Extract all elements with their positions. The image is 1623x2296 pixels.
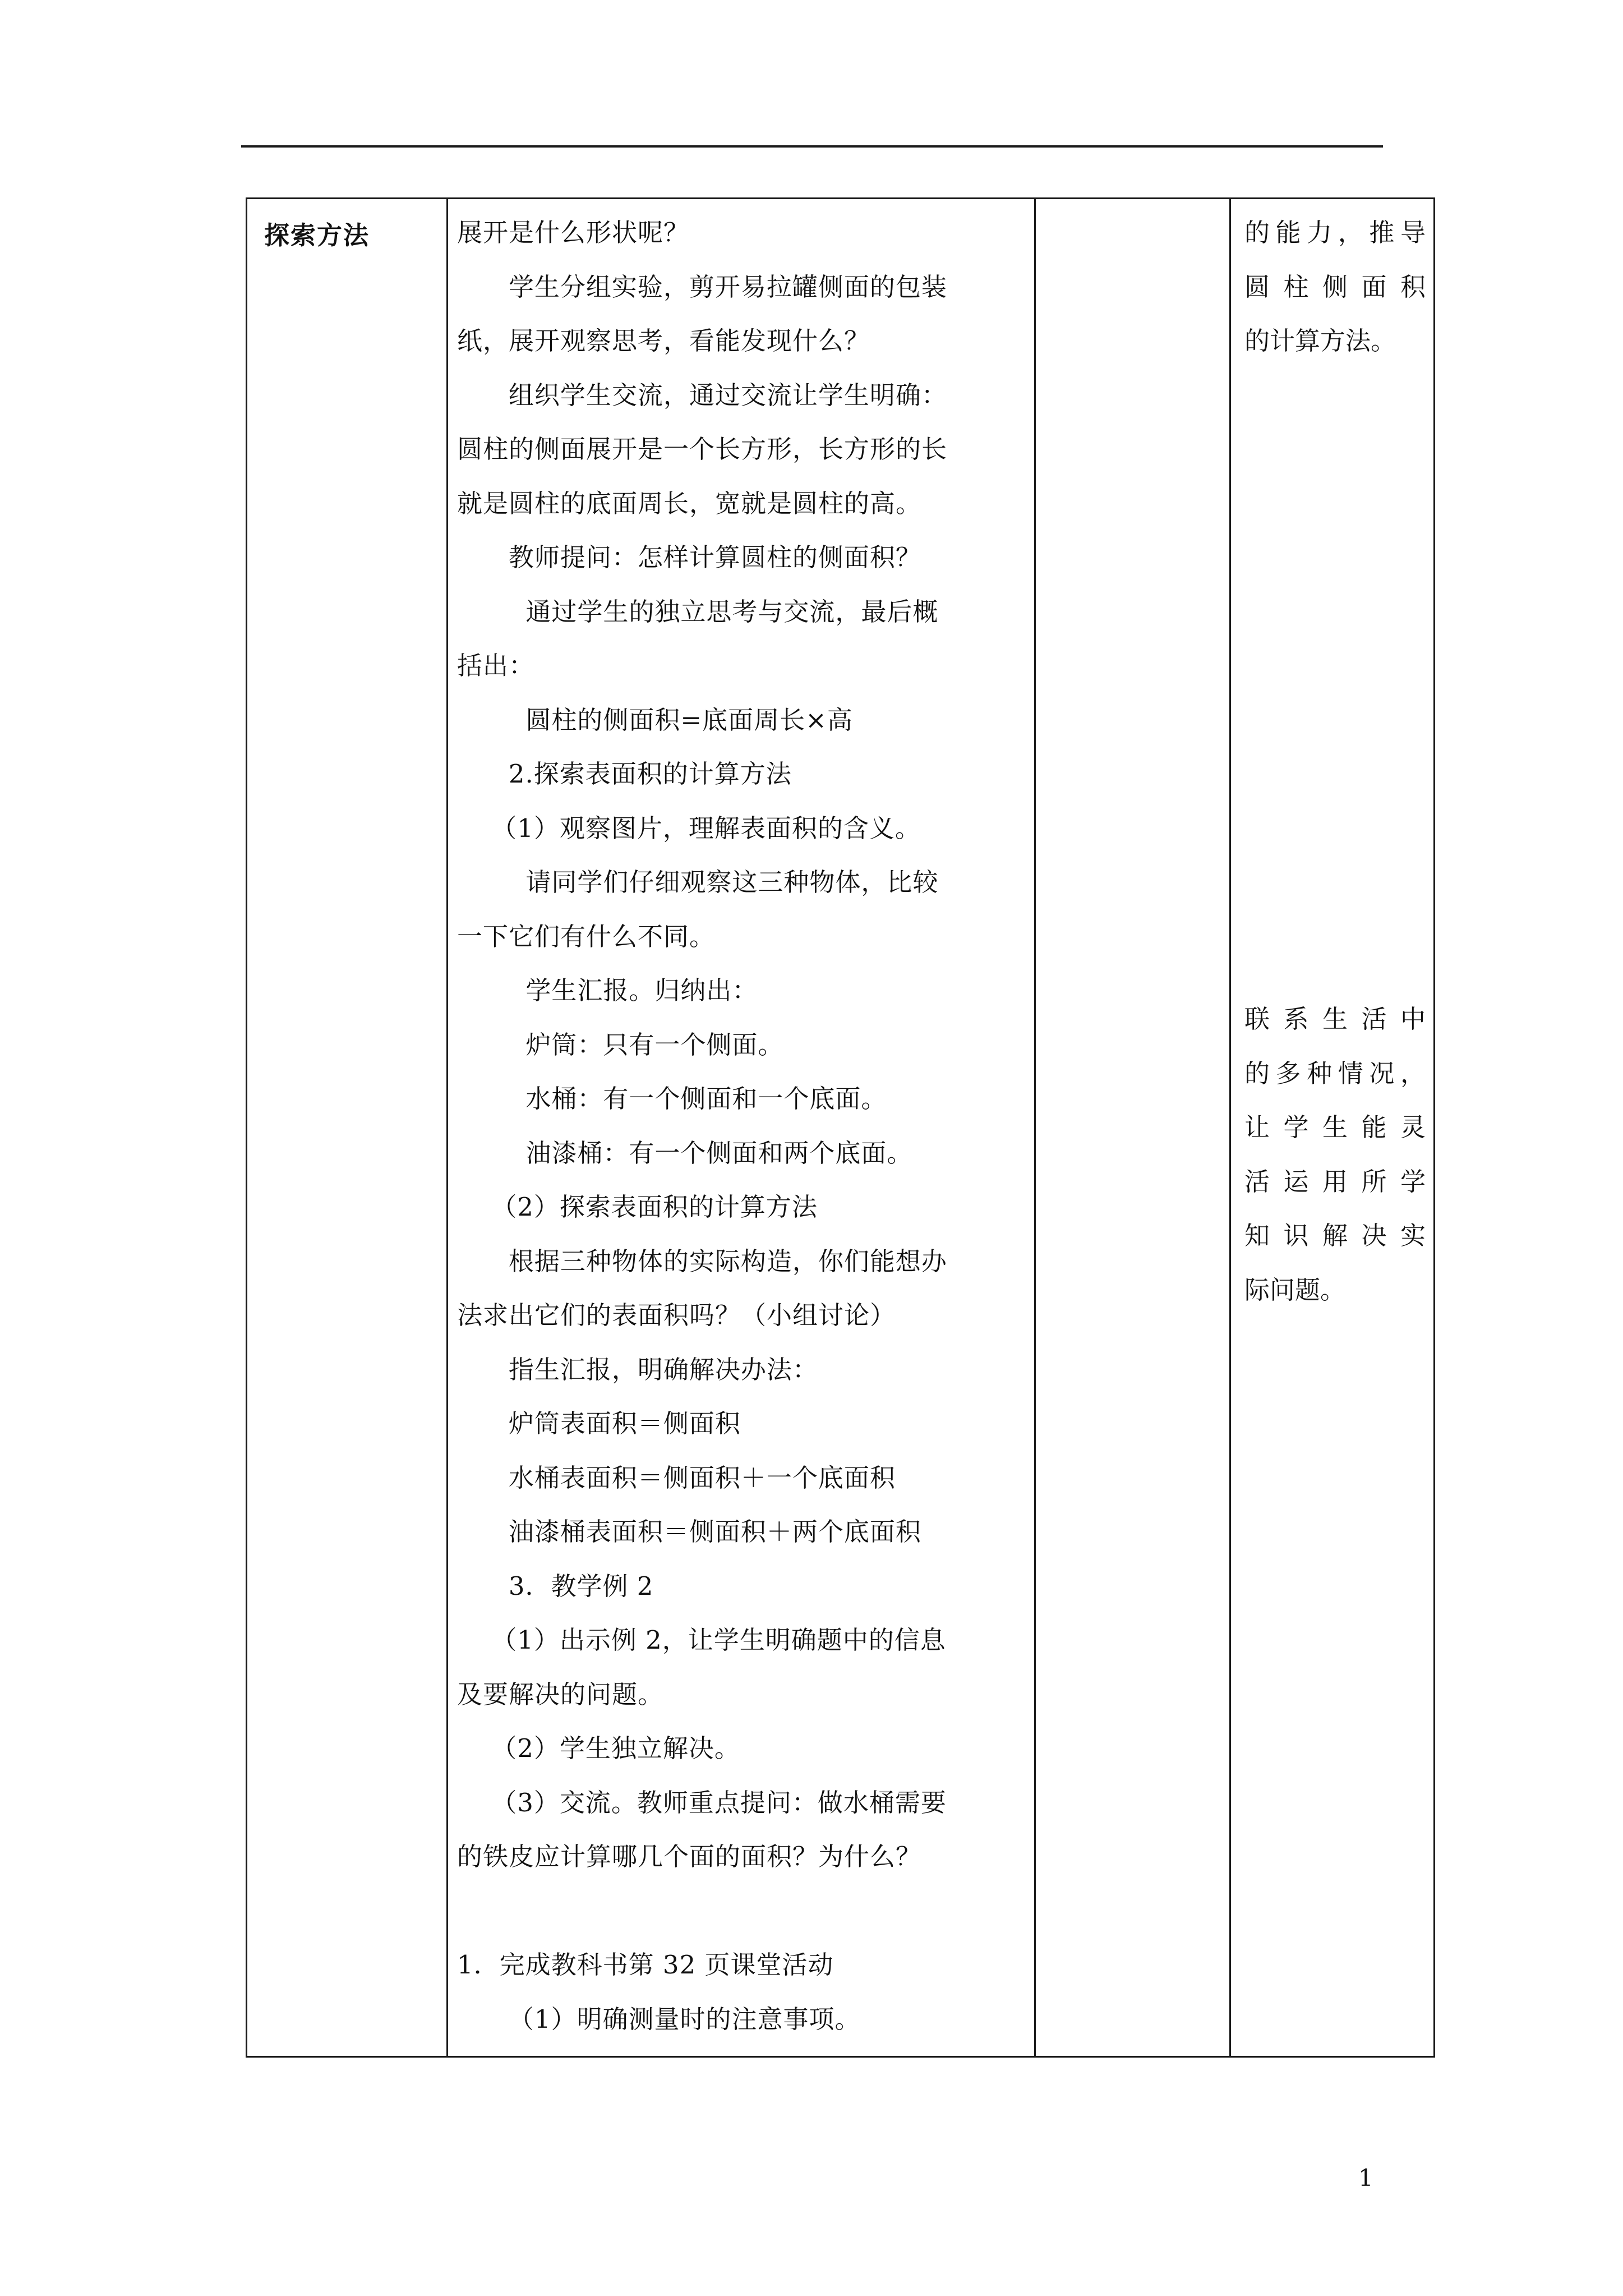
teaching-content-cell xyxy=(448,199,1035,2057)
note-line: 联系生活中 xyxy=(1244,1004,1426,1034)
note-line: 知识解决实 xyxy=(1244,1221,1426,1250)
content-line: 根据三种物体的实际构造，你们能想办 xyxy=(457,1246,947,1276)
content-line: 圆柱的侧面展开是一个长方形，长方形的长 xyxy=(457,434,948,464)
section-label-cell xyxy=(247,199,448,2057)
section-label: 探索方法 xyxy=(264,220,370,250)
page-number: 1 xyxy=(1358,2164,1373,2192)
content-line: 油漆桶：有一个侧面和两个底面。 xyxy=(457,1138,913,1168)
content-line: 水桶：有一个侧面和一个底面。 xyxy=(457,1084,887,1114)
content-line: （1）明确测量时的注意事项。 xyxy=(457,2004,861,2034)
lesson-plan-table xyxy=(246,197,1435,2058)
content-line xyxy=(457,1894,1034,1949)
content-line: （2）学生独立解决。 xyxy=(457,1733,740,1763)
content-line: 1．完成教科书第 32 页课堂活动 xyxy=(457,1950,834,1980)
content-line: 请同学们仔细观察这三种物体，比较 xyxy=(457,867,939,897)
content-line: （1）出示例 2，让学生明确题中的信息 xyxy=(457,1625,946,1655)
note-line: 的计算方法。 xyxy=(1244,326,1396,356)
content-line: （2）探索表面积的计算方法 xyxy=(457,1192,818,1222)
content-line: 展开是什么形状呢？ xyxy=(457,218,690,247)
teaching-content xyxy=(457,216,1034,2056)
note-line: 活运用所学 xyxy=(1244,1166,1426,1197)
content-line: 组织学生交流，通过交流让学生明确： xyxy=(457,380,947,410)
content-line: 水桶表面积＝侧面积＋一个底面积 xyxy=(457,1462,896,1493)
content-line: 2.探索表面积的计算方法 xyxy=(457,759,792,789)
note-line: 的能力，推导 xyxy=(1244,218,1426,247)
content-line: 法求出它们的表面积吗？（小组讨论） xyxy=(457,1300,896,1330)
content-line: 炉筒表面积＝侧面积 xyxy=(457,1409,741,1438)
content-line: 指生汇报，明确解决办法： xyxy=(457,1354,818,1384)
content-line: （1）观察图片，理解表面积的含义。 xyxy=(457,813,921,843)
content-line: 括出： xyxy=(457,651,535,680)
note-line: 让学生能灵 xyxy=(1244,1112,1426,1142)
content-line: 一下它们有什么不同。 xyxy=(457,921,716,951)
content-line: 就是圆柱的底面周长，宽就是圆柱的高。 xyxy=(457,488,922,518)
design-note-derive xyxy=(1244,216,1426,379)
content-line: 圆柱的侧面积=底面周长×高 xyxy=(457,705,853,735)
content-line: 学生分组实验，剪开易拉罐侧面的包装 xyxy=(457,272,947,302)
content-line: 纸，展开观察思考，看能发现什么？ xyxy=(457,326,870,356)
header-rule xyxy=(241,145,1383,148)
content-line: 的铁皮应计算哪几个面的面积？为什么？ xyxy=(457,1842,922,1871)
empty-column-cell xyxy=(1035,199,1230,2057)
design-note-apply xyxy=(1244,1002,1426,1327)
content-line: 油漆桶表面积＝侧面积＋两个底面积 xyxy=(457,1517,921,1547)
design-intent-cell xyxy=(1230,199,1435,2057)
content-line: 炉筒：只有一个侧面。 xyxy=(457,1029,784,1060)
content-line: 通过学生的独立思考与交流，最后概 xyxy=(457,596,939,627)
content-line: 教师提问：怎样计算圆柱的侧面积？ xyxy=(457,542,921,572)
note-line: 际问题。 xyxy=(1244,1274,1346,1305)
content-line: 3．教学例 2 xyxy=(457,1571,654,1601)
note-line: 的多种情况， xyxy=(1244,1058,1426,1088)
content-line: 及要解决的问题。 xyxy=(457,1679,664,1709)
note-line: 圆柱侧面积 xyxy=(1244,272,1426,302)
content-line: （3）交流。教师重点提问：做水桶需要 xyxy=(457,1787,947,1818)
content-line: 学生汇报。归纳出： xyxy=(457,976,758,1005)
